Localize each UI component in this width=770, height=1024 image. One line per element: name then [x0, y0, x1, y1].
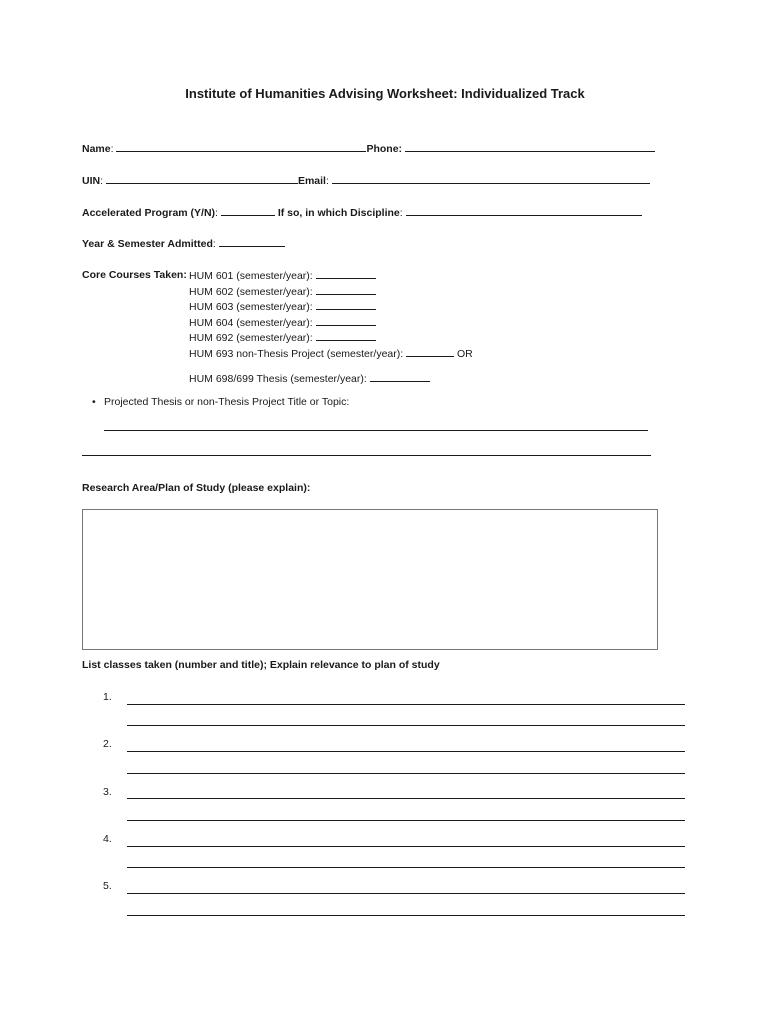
- page-title: Institute of Humanities Advising Worksheet: Individualized Track: [185, 86, 585, 101]
- core-course-604: HUM 604 (semester/year):: [189, 316, 376, 329]
- research-textbox[interactable]: [82, 509, 658, 650]
- class-line-4b[interactable]: [127, 867, 685, 868]
- core-course-thesis: HUM 698/699 Thesis (semester/year):: [189, 372, 430, 385]
- class-line-2b[interactable]: [127, 773, 685, 774]
- phone-label: Phone: [366, 143, 399, 155]
- class-line-5b[interactable]: [127, 915, 685, 916]
- uin-row: UIN: Email:: [82, 174, 650, 187]
- uin-label: UIN: [82, 175, 101, 187]
- class-line-3b[interactable]: [127, 820, 685, 821]
- class-line-3a[interactable]: [127, 798, 685, 799]
- classes-label: List classes taken (number and title); Explain relevance to plan of study: [82, 659, 440, 671]
- email-label: Email: [297, 175, 326, 187]
- discipline-field[interactable]: [406, 206, 642, 216]
- core-label: Core Courses Taken:: [82, 269, 187, 281]
- phone-field[interactable]: [405, 142, 655, 152]
- name-label: Name: [82, 143, 111, 155]
- bullet-icon: •: [92, 396, 96, 408]
- list-number: 4.: [103, 833, 112, 845]
- or-text: OR: [457, 348, 473, 360]
- year-label: Year & Semester Admitted: [82, 238, 213, 250]
- class-line-2a[interactable]: [127, 751, 685, 752]
- class-line-5a[interactable]: [127, 893, 685, 894]
- list-number: 1.: [103, 691, 112, 703]
- project-title-label: Projected Thesis or non-Thesis Project Title or Topic:: [104, 396, 350, 408]
- uin-field[interactable]: [106, 174, 298, 184]
- accelerated-label: Accelerated Program (Y/N): [82, 207, 216, 219]
- core-course-603: HUM 603 (semester/year):: [189, 300, 376, 313]
- list-number: 2.: [103, 738, 112, 750]
- core-course-693: HUM 693 non-Thesis Project (semester/year): OR: [189, 348, 473, 360]
- class-line-1a[interactable]: [127, 704, 685, 705]
- project-title-line-1[interactable]: [104, 430, 648, 431]
- class-line-1b[interactable]: [127, 725, 685, 726]
- class-line-4a[interactable]: [127, 846, 685, 847]
- list-number: 5.: [103, 880, 112, 892]
- core-course-602: HUM 602 (semester/year):: [189, 285, 376, 298]
- year-field[interactable]: [219, 237, 285, 247]
- accelerated-row: Accelerated Program (Y/N): If so, in which Discipline:: [82, 206, 642, 219]
- research-label: Research Area/Plan of Study (please explain):: [82, 482, 311, 494]
- core-course-601: HUM 601 (semester/year):: [189, 269, 376, 282]
- core-course-692: HUM 692 (semester/year):: [189, 331, 376, 344]
- accelerated-field[interactable]: [221, 206, 275, 216]
- discipline-label: If so, in which Discipline: [277, 207, 400, 219]
- name-row: Name: Phone:: [82, 142, 655, 155]
- list-number: 3.: [103, 786, 112, 798]
- name-field[interactable]: [116, 142, 366, 152]
- email-field[interactable]: [332, 174, 650, 184]
- year-row: Year & Semester Admitted:: [82, 237, 285, 250]
- project-title-line-2[interactable]: [82, 455, 651, 456]
